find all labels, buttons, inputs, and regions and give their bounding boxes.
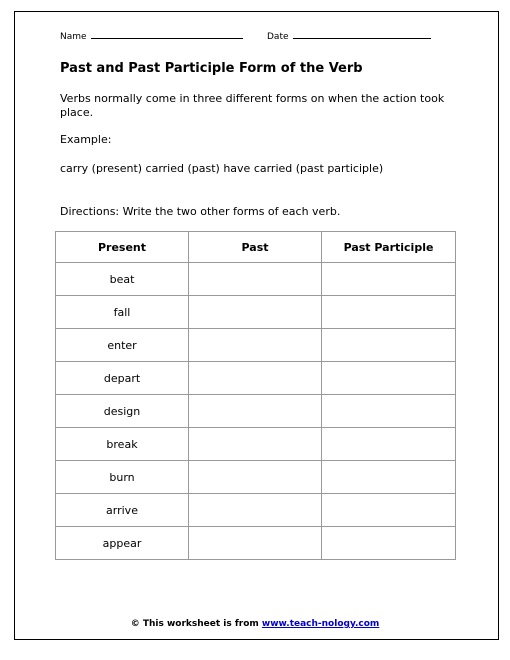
- name-blank-line: [91, 30, 243, 39]
- past-participle-answer-cell[interactable]: [322, 428, 456, 461]
- present-cell: beat: [56, 263, 189, 296]
- date-label: Date: [267, 32, 289, 42]
- present-cell: enter: [56, 329, 189, 362]
- verb-table: [55, 231, 456, 560]
- past-answer-cell[interactable]: [189, 329, 322, 362]
- name-field: [60, 30, 243, 42]
- table-row: [56, 362, 456, 395]
- header-past-participle: Past Participle: [322, 232, 456, 263]
- past-participle-answer-cell[interactable]: [322, 395, 456, 428]
- past-answer-cell[interactable]: [189, 296, 322, 329]
- present-cell: depart: [56, 362, 189, 395]
- table-row: [56, 395, 456, 428]
- directions-text: Directions: Write the two other forms of each verb.: [60, 205, 341, 218]
- present-cell: fall: [56, 296, 189, 329]
- example-text: carry (present) carried (past) have carried (past participle): [60, 162, 384, 175]
- present-cell: burn: [56, 461, 189, 494]
- past-answer-cell[interactable]: [189, 461, 322, 494]
- past-answer-cell[interactable]: [189, 527, 322, 560]
- past-answer-cell[interactable]: [189, 362, 322, 395]
- intro-paragraph: Verbs normally come in three different forms on when the action took place.: [60, 92, 445, 119]
- date-field: [267, 30, 431, 42]
- past-answer-cell[interactable]: [189, 428, 322, 461]
- past-participle-answer-cell[interactable]: [322, 296, 456, 329]
- past-participle-answer-cell[interactable]: [322, 329, 456, 362]
- worksheet-title: Past and Past Participle Form of the Verb: [60, 61, 363, 76]
- table-row: [56, 428, 456, 461]
- past-answer-cell[interactable]: [189, 494, 322, 527]
- example-label: Example:: [60, 133, 112, 146]
- present-cell: design: [56, 395, 189, 428]
- present-cell: break: [56, 428, 189, 461]
- table-row: [56, 494, 456, 527]
- past-participle-answer-cell[interactable]: [322, 461, 456, 494]
- past-participle-answer-cell[interactable]: [322, 362, 456, 395]
- past-answer-cell[interactable]: [189, 263, 322, 296]
- header-present: Present: [56, 232, 189, 263]
- past-participle-answer-cell[interactable]: [322, 263, 456, 296]
- past-participle-answer-cell[interactable]: [322, 527, 456, 560]
- table-row: [56, 461, 456, 494]
- footer-credit: © This worksheet is from: [130, 619, 259, 629]
- name-label: Name: [60, 32, 87, 42]
- table-row: [56, 527, 456, 560]
- footer-link[interactable]: www.teach-nology.com: [261, 619, 380, 629]
- table-row: [56, 296, 456, 329]
- present-cell: appear: [56, 527, 189, 560]
- past-answer-cell[interactable]: [189, 395, 322, 428]
- present-cell: arrive: [56, 494, 189, 527]
- table-header-row: [56, 232, 456, 263]
- table-row: [56, 329, 456, 362]
- header-past: Past: [189, 232, 322, 263]
- date-blank-line: [293, 30, 431, 39]
- past-participle-answer-cell[interactable]: [322, 494, 456, 527]
- footer: [0, 619, 510, 629]
- table-row: [56, 263, 456, 296]
